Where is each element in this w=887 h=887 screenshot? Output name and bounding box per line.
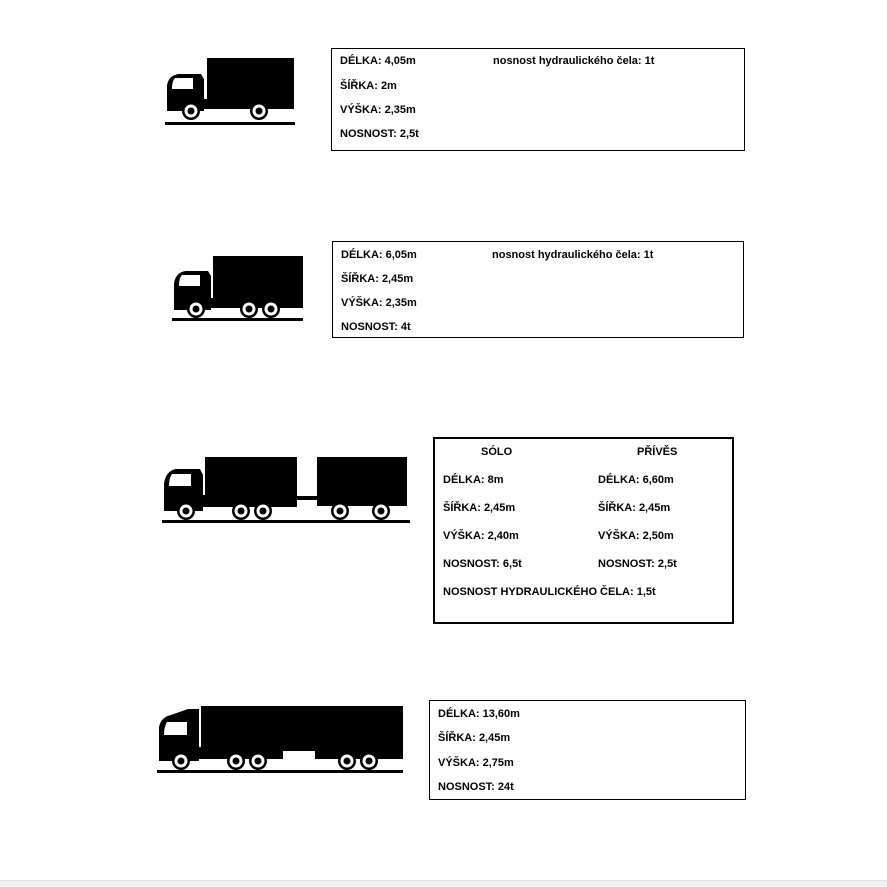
box-truck-medium-icon: [170, 252, 305, 324]
height-value: VÝŠKA: 2,35m: [340, 104, 416, 116]
spec-box-1: [331, 48, 745, 151]
width-value: ŠÍŘKA: 2m: [340, 80, 397, 92]
solo-width-value: ŠÍŘKA: 2,45m: [443, 502, 516, 514]
length-value: DÉLKA: 13,60m: [438, 708, 520, 720]
height-value: VÝŠKA: 2,75m: [438, 757, 514, 769]
semi-trailer-truck-icon: [155, 703, 407, 777]
spec-box-4: [429, 700, 746, 800]
tail-lift-value: NOSNOST HYDRAULICKÉHO ČELA: 1,5t: [443, 586, 656, 598]
trailer-heading: PŘÍVĚS: [637, 446, 678, 458]
length-value: DÉLKA: 6,05m: [341, 249, 417, 261]
width-value: ŠÍŘKA: 2,45m: [438, 732, 511, 744]
trailer-payload-value: NOSNOST: 2,5t: [598, 558, 677, 570]
solo-height-value: VÝŠKA: 2,40m: [443, 530, 519, 542]
tail-lift-value: nosnost hydraulického čela: 1t: [493, 55, 655, 67]
box-truck-small-icon: [163, 55, 298, 127]
payload-value: NOSNOST: 4t: [341, 321, 411, 333]
solo-heading: SÓLO: [481, 446, 513, 458]
spec-box-2: [332, 241, 744, 338]
spec-box-3: [433, 437, 734, 624]
solo-payload-value: NOSNOST: 6,5t: [443, 558, 522, 570]
tail-lift-value: nosnost hydraulického čela: 1t: [492, 249, 654, 261]
trailer-height-value: VÝŠKA: 2,50m: [598, 530, 674, 542]
truck-with-trailer-icon: [160, 453, 412, 527]
trailer-length-value: DÉLKA: 6,60m: [598, 474, 674, 486]
solo-length-value: DÉLKA: 8m: [443, 474, 504, 486]
trailer-width-value: ŠÍŘKA: 2,45m: [598, 502, 671, 514]
length-value: DÉLKA: 4,05m: [340, 55, 416, 67]
payload-value: NOSNOST: 24t: [438, 781, 514, 793]
width-value: ŠÍŘKA: 2,45m: [341, 273, 414, 285]
payload-value: NOSNOST: 2,5t: [340, 128, 419, 140]
height-value: VÝŠKA: 2,35m: [341, 297, 417, 309]
